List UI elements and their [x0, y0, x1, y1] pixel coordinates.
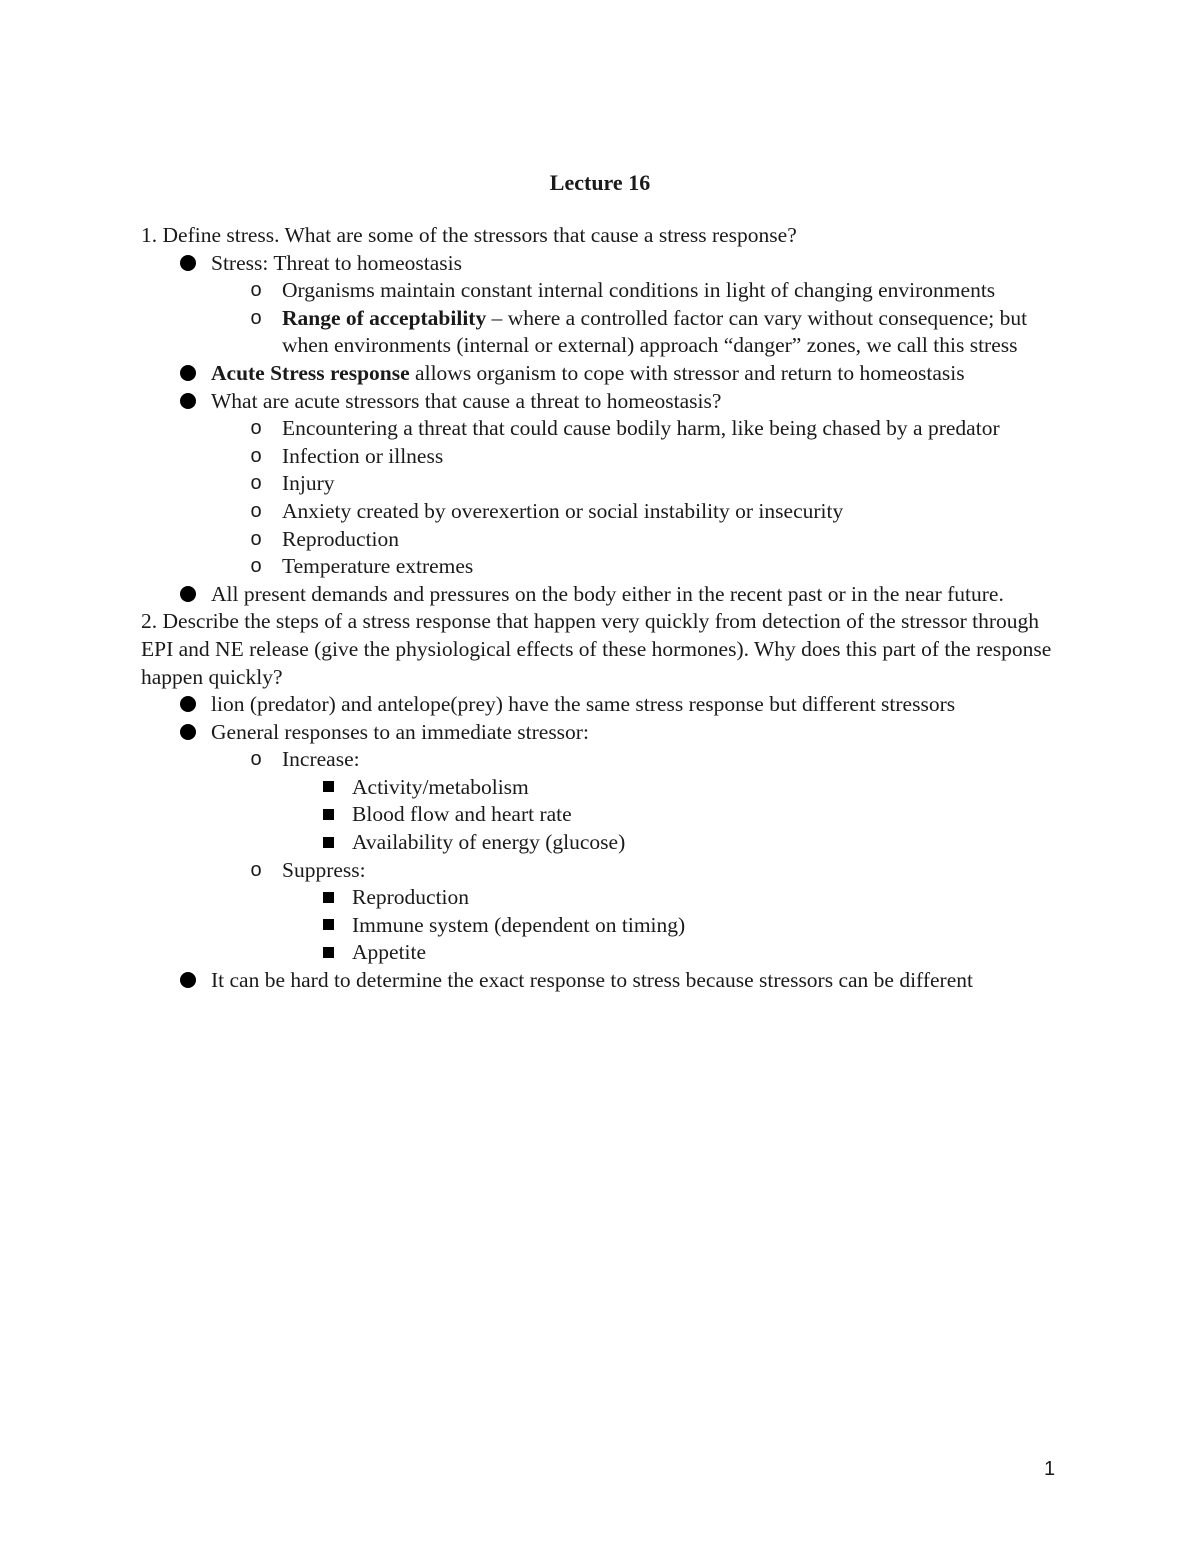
- suppress-label: Suppress:: [282, 857, 366, 882]
- page-title: Lecture 16: [549, 170, 651, 195]
- list-item-text: Organisms maintain constant internal conditions in light of changing environments: [282, 278, 996, 303]
- stress-definition: Stress: Threat to homeostasis: [211, 250, 463, 275]
- list-item-text: Blood flow and heart rate: [352, 802, 572, 827]
- list-item: [141, 415, 1061, 443]
- list-item-text: It can be hard to determine the exact response to stress because stressors can be different: [211, 968, 973, 993]
- bullet-square-icon: [317, 801, 339, 829]
- bullet-dot-icon: [177, 581, 199, 609]
- list-item-text: All present demands and pressures on the body either in the recent past or in the near future.: [211, 581, 1004, 606]
- list-item-text: General responses to an immediate stressor:: [211, 719, 589, 744]
- list-item-text: Injury: [282, 471, 335, 496]
- list-item: [141, 305, 1061, 360]
- list-item: [141, 388, 1061, 416]
- list-item-text: Temperature extremes: [282, 554, 474, 579]
- bullet-dot-icon: [177, 388, 199, 416]
- list-item: [141, 470, 1061, 498]
- document-body: [141, 222, 1061, 995]
- list-item: [141, 912, 1061, 940]
- list-item-text: – where a controlled factor can vary without consequence; but when environments (internal or external) approach “danger” zones, we call this stress: [282, 305, 1028, 358]
- question-2: 2. Describe the steps of a stress response that happen very quickly from detection of the stressor through EPI and NE release (give the physiological effects of these hormones). Why does this part of the response happen quickly?: [141, 609, 1052, 689]
- bullet-circle-icon: o: [250, 306, 262, 329]
- bullet-circle-icon: o: [250, 417, 262, 440]
- question-1: 1. Define stress. What are some of the stressors that cause a stress response?: [141, 223, 797, 247]
- list-item: [141, 967, 1061, 995]
- list-item: [141, 801, 1061, 829]
- list-item: [141, 884, 1061, 912]
- list-item-text: allows organism to cope with stressor and return to homeostasis: [409, 360, 965, 385]
- bullet-circle-icon: o: [250, 555, 262, 578]
- list-item: [141, 250, 1061, 278]
- list-item-text: Reproduction: [352, 885, 470, 910]
- list-item-text: lion (predator) and antelope(prey) have the same stress response but different stressors: [211, 692, 956, 717]
- bullet-circle-icon: o: [250, 748, 262, 771]
- list-item: [141, 719, 1061, 747]
- question-2-list: [141, 691, 1061, 995]
- question-1-list: [141, 250, 1061, 609]
- bullet-circle-icon: o: [250, 527, 262, 550]
- bullet-dot-icon: [177, 691, 199, 719]
- list-item: [141, 277, 1061, 305]
- list-item-text: Anxiety created by overexertion or social instability or insecurity: [282, 498, 844, 523]
- bullet-circle-icon: o: [250, 499, 262, 522]
- list-item-text: Infection or illness: [282, 443, 444, 468]
- bullet-square-icon: [317, 884, 339, 912]
- list-item-text: Reproduction: [282, 526, 400, 551]
- bullet-dot-icon: [177, 719, 199, 747]
- bullet-square-icon: [317, 939, 339, 967]
- list-item: [141, 443, 1061, 471]
- bullet-square-icon: [317, 912, 339, 940]
- bullet-circle-icon: o: [250, 858, 262, 881]
- list-item-text: Immune system (dependent on timing): [352, 912, 686, 937]
- list-item-text: Appetite: [352, 940, 427, 965]
- bullet-square-icon: [317, 829, 339, 857]
- term-acute-stress-response: Acute Stress response: [211, 360, 410, 385]
- increase-label: Increase:: [282, 747, 360, 772]
- term-range-of-acceptability: Range of acceptability: [282, 305, 487, 330]
- list-item: [141, 857, 1061, 885]
- list-item: [141, 746, 1061, 774]
- bullet-circle-icon: o: [250, 472, 262, 495]
- list-item: [141, 774, 1061, 802]
- bullet-dot-icon: [177, 967, 199, 995]
- bullet-square-icon: [317, 774, 339, 802]
- list-item: [141, 360, 1061, 388]
- bullet-circle-icon: o: [250, 279, 262, 302]
- list-item: [141, 498, 1061, 526]
- list-item-text: Availability of energy (glucose): [352, 830, 626, 855]
- bullet-dot-icon: [177, 250, 199, 278]
- list-item-text: Encountering a threat that could cause bodily harm, like being chased by a predator: [282, 416, 1000, 441]
- list-item: [141, 553, 1061, 581]
- bullet-circle-icon: o: [250, 444, 262, 467]
- list-item-text: What are acute stressors that cause a threat to homeostasis?: [211, 388, 722, 413]
- list-item: [141, 939, 1061, 967]
- page-number: 1: [1044, 1458, 1056, 1480]
- list-item: [141, 829, 1061, 857]
- list-item: [141, 691, 1061, 719]
- list-item-text: Activity/metabolism: [352, 774, 529, 799]
- bullet-dot-icon: [177, 360, 199, 388]
- list-item: [141, 581, 1061, 609]
- list-item: [141, 526, 1061, 554]
